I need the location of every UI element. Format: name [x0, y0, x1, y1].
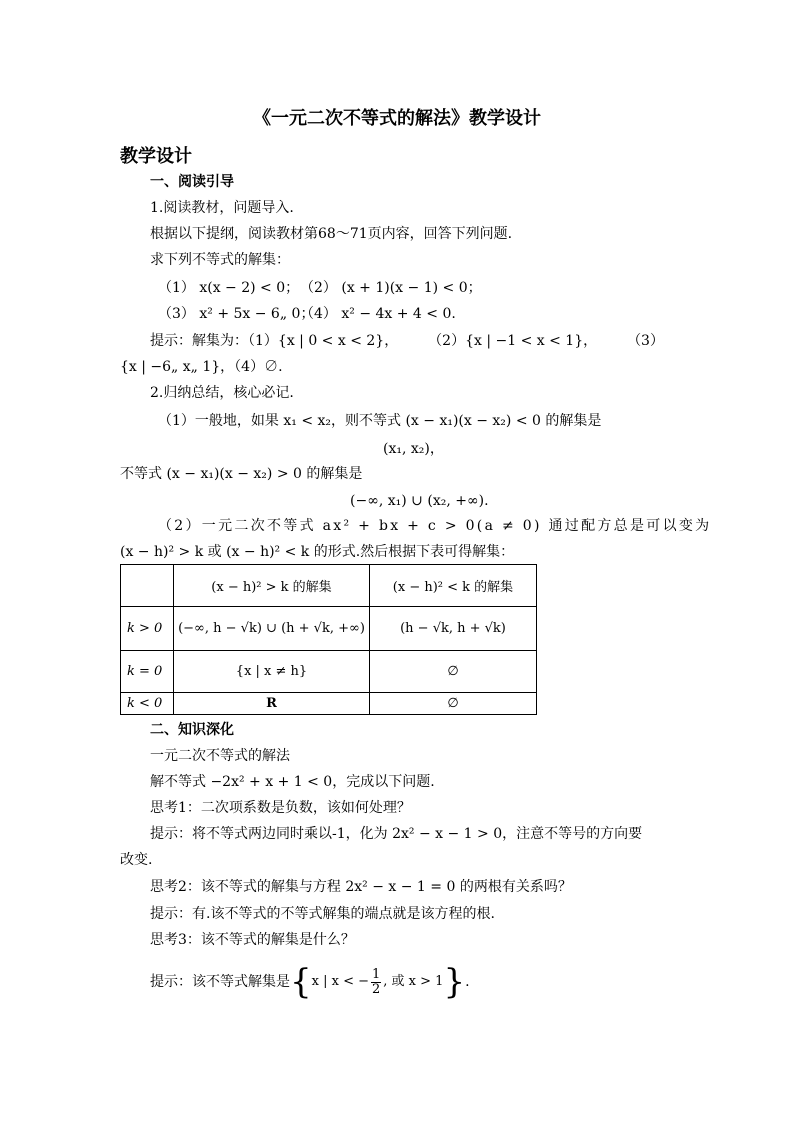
text-line: 思考3：该不等式的解集是什么？ [150, 932, 355, 948]
problem-3: （3） x² + 5x − 6„ 0； [158, 306, 315, 322]
fraction [371, 968, 381, 997]
fraction-denominator: 2 [372, 981, 381, 997]
text-line: 2.归纳总结，核心必记. [150, 385, 294, 401]
text-line: 一元二次不等式的解法 [150, 748, 290, 764]
text-line: 提示：将不等式两边同时乘以-1，化为 2x² − x − 1 > 0，注意不等号的方向要 [150, 826, 643, 842]
text-line: （1）一般地，如果 x₁ < x₂，则不等式 (x − x₁)(x − x₂) < 0 的解集是 [158, 413, 602, 429]
hint-line [150, 331, 664, 351]
table-cell: k = 0 [121, 651, 174, 693]
answer-end: . [465, 974, 470, 990]
table-cell: R [174, 693, 370, 715]
solution-table [120, 564, 537, 715]
section-title-reading: 一、阅读引导 [150, 174, 234, 190]
text-line: 1.阅读教材，问题导入. [150, 200, 294, 216]
table-cell: k > 0 [121, 607, 174, 651]
left-brace: { [290, 962, 312, 1002]
right-brace: } [443, 962, 466, 1002]
hint-part-2: （2）{x | −1 < x < 1}， [428, 333, 598, 349]
text-line: {x | −6„ x„ 1}，（4）∅. [120, 359, 283, 375]
hint-part-1: 提示：解集为：（1）{x | 0 < x < 2}， [150, 333, 399, 349]
table-row [121, 693, 537, 715]
text-line: 不等式 (x − x₁)(x − x₂) > 0 的解集是 [120, 466, 363, 482]
final-answer-line [150, 960, 470, 1004]
text-line: 解不等式 −2x² + x + 1 < 0，完成以下问题. [150, 774, 435, 790]
table-cell: (−∞, h − √k) ∪ (h + √k, +∞) [174, 607, 370, 651]
table-cell: (h − √k, h + √k) [370, 607, 537, 651]
answer-set-part: , 或 x > 1 [383, 974, 444, 989]
table-cell: k < 0 [121, 693, 174, 715]
text-line: （2）一元二次不等式 ax² + bx + c > 0(a ≠ 0) 通过配方总是可以变为 [158, 518, 712, 534]
answer-prefix: 提示：该不等式解集是 [150, 974, 290, 990]
answer-set-part: x | x < − [311, 974, 369, 989]
text-line: (x − h)² > k 或 (x − h)² < k 的形式.然后根据下表可得解集： [120, 544, 515, 560]
text-line: 提示：有.该不等式的不等式解集的端点就是该方程的根. [150, 906, 495, 922]
table-header-cell [121, 565, 174, 607]
table-header-cell: (x − h)² < k 的解集 [370, 565, 537, 607]
table-header-cell: (x − h)² > k 的解集 [174, 565, 370, 607]
formula-line: (x₁, x₂)， [383, 441, 444, 457]
table-cell: ∅ [370, 693, 537, 715]
section-title-deepening: 二、知识深化 [150, 722, 234, 738]
hint-part-3: （3） [627, 333, 664, 349]
text-line: 思考2：该不等式的解集与方程 2x² − x − 1 = 0 的两根有关系吗？ [150, 879, 572, 895]
problem-2: （2） (x + 1)(x − 1) < 0； [300, 280, 482, 296]
problem-4: （4） x² − 4x + 4 < 0. [300, 306, 456, 322]
document-title: 《一元二次不等式的解法》教学设计 [253, 108, 541, 129]
fraction-numerator: 1 [372, 966, 381, 982]
table-header-row [121, 565, 537, 607]
formula-line: (−∞, x₁) ∪ (x₂, +∞). [350, 493, 489, 509]
table-cell: ∅ [370, 651, 537, 693]
table-cell: {x | x ≠ h} [174, 651, 370, 693]
table-row [121, 651, 537, 693]
table-row [121, 607, 537, 651]
problem-1: （1） x(x − 2) < 0； [158, 280, 300, 296]
text-line: 根据以下提纲，阅读教材第68～71页内容，回答下列问题. [150, 226, 513, 242]
section-heading: 教学设计 [120, 146, 192, 167]
text-line: 思考1：二次项系数是负数，该如何处理？ [150, 800, 411, 816]
text-line: 求下列不等式的解集： [150, 252, 290, 268]
text-line: 改变. [120, 852, 153, 868]
